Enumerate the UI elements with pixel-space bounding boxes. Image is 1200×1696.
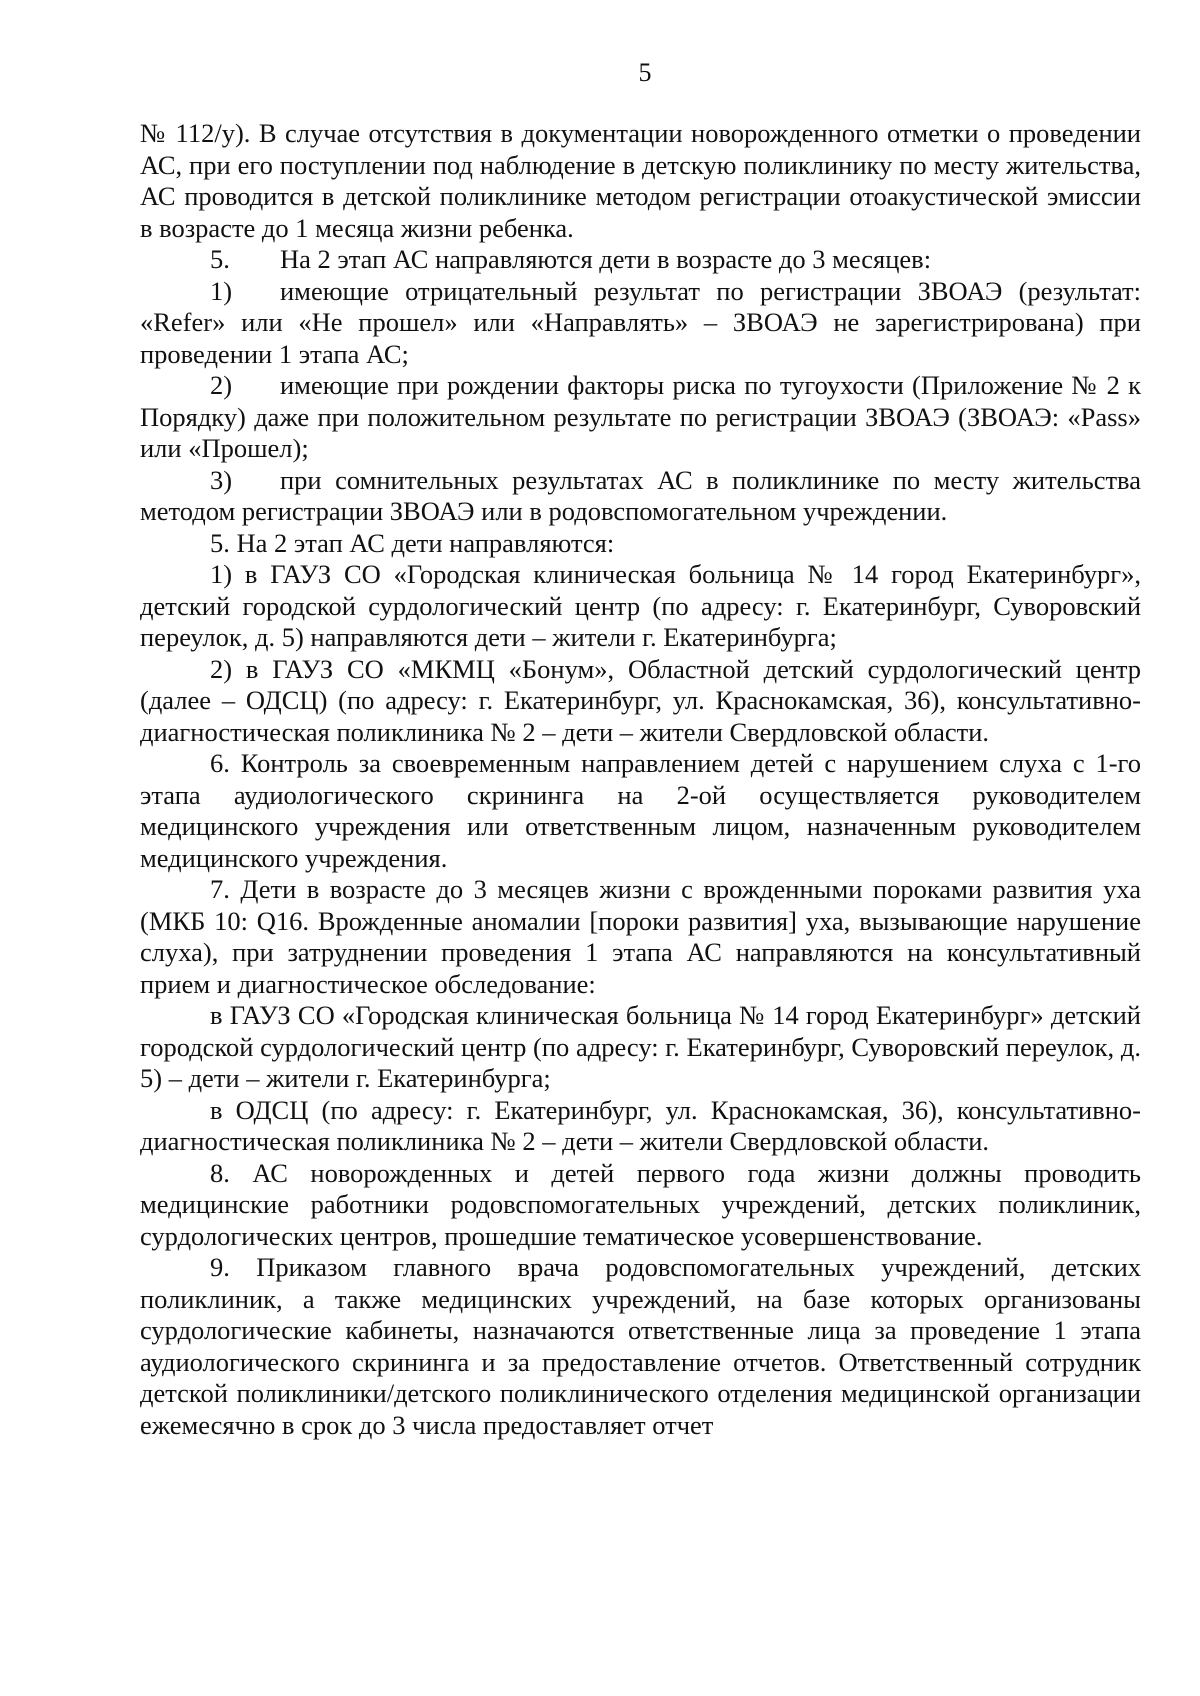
paragraph-text: при сомнительных результатах АС в поликлинике по месту жительства методом регистрации ЗВОАЭ или в родовспомогательном учреждении. [140, 464, 1141, 526]
paragraph-text: 8. АС новорожденных и детей первого года жизни должны проводить медицинские работники родовспомогательных учреждений, детских поликлиник, сурдологических центров, прошедшие тематическое усовершенствование. [140, 1157, 1141, 1251]
paragraph-marker: 5. [210, 244, 230, 274]
paragraph-text: 6. Контроль за своевременным направлением детей с нарушением слуха с 1-го этапа аудиологического скрининга на 2-ой осуществляется руководителем медицинского учреждения или ответственным лицом, назначенным руководителем медицинского учреждения. [140, 748, 1141, 873]
paragraph [140, 118, 1141, 244]
paragraph-marker: 2) [210, 370, 233, 400]
paragraph [140, 276, 1141, 371]
paragraph-marker: 3) [210, 464, 233, 495]
paragraph-text: 9. Приказом главного врача родовспомогательных учреждений, детских поликлиник, а также медицинских учреждений, на базе которых организованы сурдологические кабинеты, назначаются ответственные лица за проведение 1 этапа аудиологического скрининга и за предоставление отчетов. Ответственный сотрудник детской поликлиники/детского поликлинического отделения медицинской организации ежемесячно в срок до 3 числа предоставляет отчет [140, 1252, 1141, 1440]
paragraph-text: 5. На 2 этап АС дети направляются: [210, 527, 615, 558]
paragraph [140, 244, 1141, 276]
paragraph [140, 1000, 1141, 1095]
paragraph [140, 654, 1141, 749]
paragraph [140, 370, 1141, 465]
paragraph [140, 1158, 1141, 1253]
paragraph-text: в ГАУЗ СО «Городская клиническая больница № 14 город Екатеринбург» детский городской сурдологический центр (по адресу: г. Екатеринбург, Суворовский переулок, д. 5) – дети – жители г. Екатеринбурга; [140, 1000, 1141, 1093]
paragraph [140, 874, 1141, 1000]
paragraph [140, 559, 1141, 654]
paragraph-text: имеющие отрицательный результат по регистрации ЗВОАЭ (результат: «Refer» или «Не прошел» или «Направлять» – ЗВОАЭ не зарегистрирована) при проведении 1 этапа АС; [140, 275, 1141, 369]
paragraph-text: имеющие при рождении факторы риска по тугоухости (Приложение № 2 к Порядку) даже при положительном результате по регистрации ЗВОАЭ (ЗВОАЭ: «Pass» или «Прошел); [140, 370, 1141, 463]
paragraph-text: 2) в ГАУЗ СО «МКМЦ «Бонум», Областной детский сурдологический центр (далее – ОДСЦ) (по адресу: г. Екатеринбург, ул. Краснокамская, 36), консультативно-диагностическая поликлиника № 2 – дети – жители Свердловской области. [140, 653, 1141, 747]
document-body [140, 118, 1141, 1441]
paragraph-text: На 2 этап АС направляются дети в возрасте до 3 месяцев: [280, 244, 932, 274]
paragraph [140, 1095, 1141, 1158]
paragraph [140, 1252, 1141, 1441]
paragraph [140, 748, 1141, 874]
paragraph-marker: 1) [210, 275, 233, 306]
paragraph-text: 1) в ГАУЗ СО «Городская клиническая больница № 14 город Екатеринбург», детский городской сурдологический центр (по адресу: г. Екатеринбург, Суворовский переулок, д. 5) направляются дети – жители г. Екатеринбурга; [140, 559, 1141, 652]
paragraph [140, 465, 1141, 528]
paragraph-text: в ОДСЦ (по адресу: г. Екатеринбург, ул. Краснокамская, 36), консультативно-диагностическая поликлиника № 2 – дети – жители Свердловской области. [140, 1094, 1141, 1156]
paragraph-text: 7. Дети в возрасте до 3 месяцев жизни с врожденными пороками развития уха (МКБ 10: Q16. Врожденные аномалии [пороки развития] уха, вызывающие нарушение слуха), при затруднении проведения 1 этапа АС направляются на консультативный прием и диагностическое обследование: [140, 874, 1141, 999]
paragraph [140, 528, 1141, 560]
page-number: 5 [638, 58, 652, 87]
paragraph-text: № 112/у). В случае отсутствия в документации новорожденного отметки о проведении АС, при его поступлении под наблюдение в детскую поликлинику по месту жительства, АС проводится в детской поликлинике методом регистрации отоакустической эмиссии в возрасте до 1 месяца жизни ребенка. [140, 118, 1141, 243]
